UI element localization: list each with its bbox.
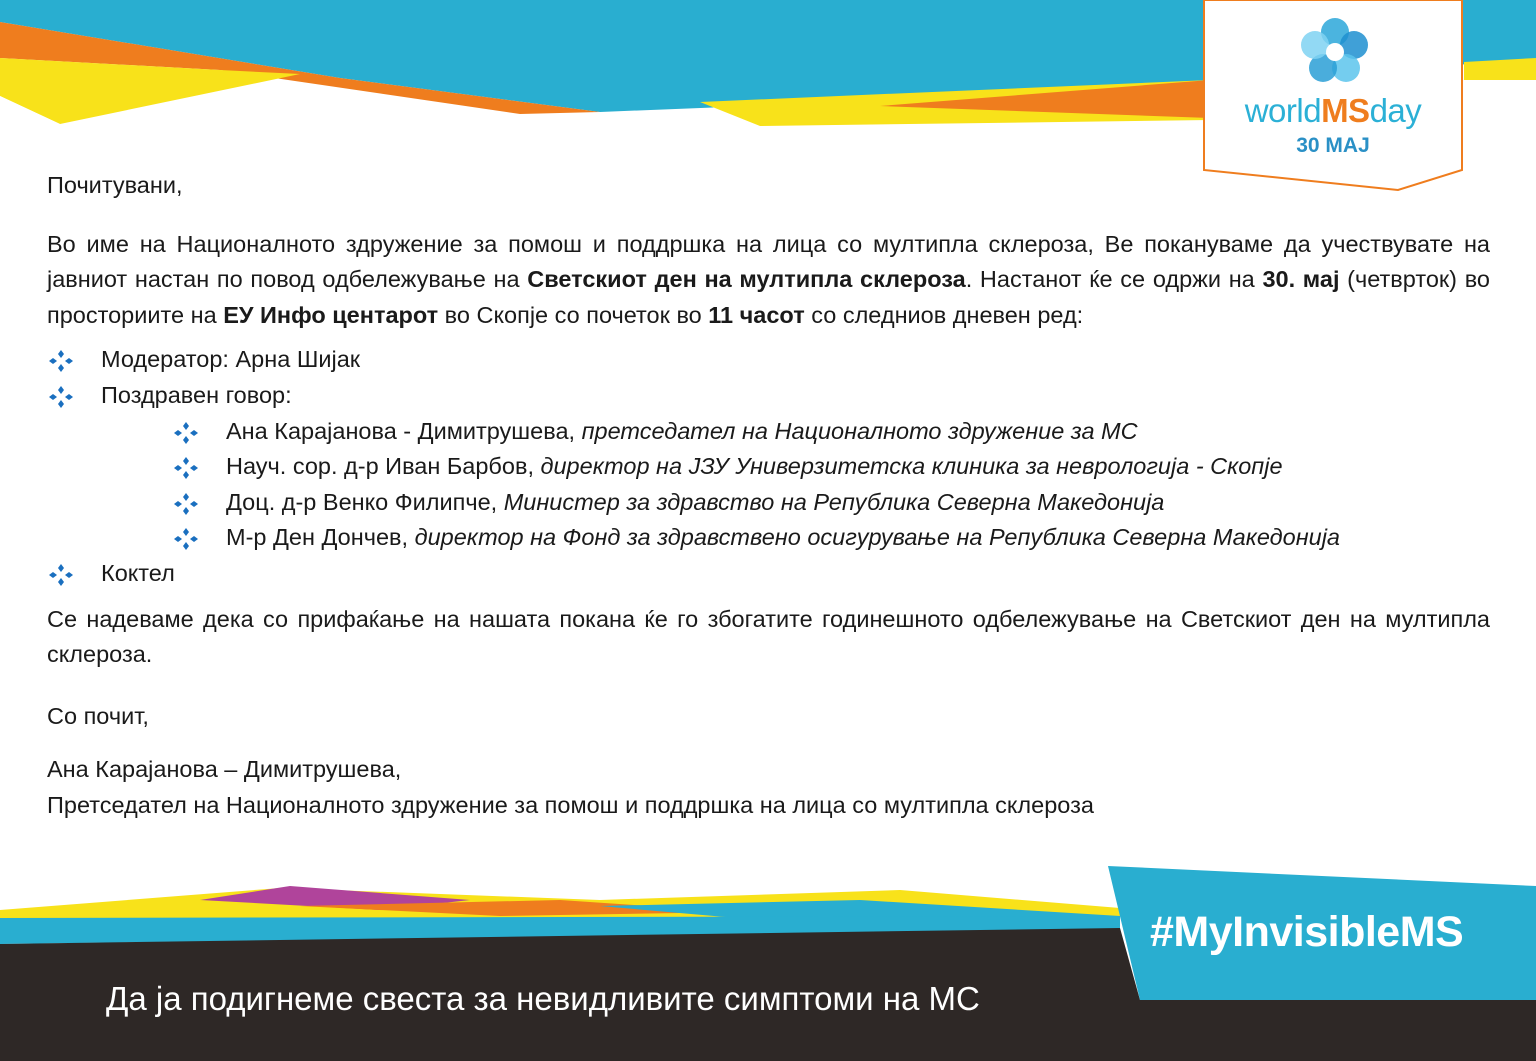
event-date: 30. мај [1262, 266, 1340, 293]
agenda-item-moderator: Модератор: Арна Шијак [47, 342, 1490, 378]
event-venue: ЕУ Инфо центарот [223, 301, 439, 328]
footer-banner [0, 860, 1536, 1061]
diamond-bullet-icon [174, 422, 198, 444]
speaker-role: претседател на Националното здружение за МС [581, 417, 1138, 444]
diamond-bullet-icon [174, 457, 198, 479]
diamond-bullet-icon [49, 350, 73, 372]
agenda-item-welcome: Поздравен говор: Ана Карајанова - Димитрушева, претседател на Националното здружение за МС Науч. сор. д-р Иван Барбов, директор на ЈЗУ Универзитетска клиника за неврологија - Скопје Доц. д-р Венко Филипче, Министер за здравство на Република Северна Македонија М-р Ден Дончев, директор на Фонд за здравствено осигурување на Република Северна Македонија [47, 378, 1490, 556]
greeting: Почитувани, [47, 172, 183, 198]
diamond-bullet-icon [49, 564, 73, 586]
speaker-list [101, 414, 1490, 556]
agenda-list [47, 342, 1490, 591]
signature-name: Ана Карајанова – Димитрушева, [47, 756, 402, 783]
speaker-name: М-р Ден Дончев, [226, 524, 415, 551]
diamond-bullet-icon [49, 386, 73, 408]
speaker-role: Министер за здравство на Република Северна Македонија [503, 488, 1165, 515]
speaker-role: директор на ЈЗУ Универзитетска клиника за неврологија - Скопје [540, 453, 1283, 480]
speaker-name: Ана Карајанова - Димитрушева, [226, 417, 582, 444]
letter-body [47, 168, 1490, 824]
speaker-name: Науч. сор. д-р Иван Барбов, [226, 453, 541, 480]
speaker-item [101, 520, 1490, 556]
event-time: 11 часот [708, 301, 805, 328]
signature-title: Претседател на Националното здружение за помош и поддршка на лица со мултипла склероза [47, 791, 1094, 818]
regards: Со почит, [47, 702, 149, 729]
speaker-role: директор на Фонд за здравствено осигурување на Република Северна Македонија [414, 524, 1341, 551]
intro-paragraph: Во име на Националното здружение за помош и поддршка на лица со мултипла склероза, Ве покануваме да учествувате на јавниот настан по повод одбележување на Светскиот ден на мултипла склероза. Настанот ќе се одржи на 30. мај (четврток) во просториите на ЕУ Инфо центарот во Скопје со почеток во 11 часот со следниов дневен ред: [47, 230, 1490, 328]
speaker-name: Доц. д-р Венко Филипче, [226, 488, 504, 515]
footer-slogan: Да ја подигнеме свеста за невидливите симптоми на МС [106, 980, 980, 1017]
world-ms-day-logo: worldMSday [1244, 92, 1422, 129]
diamond-bullet-icon [174, 493, 198, 515]
event-name: Светскиот ден на мултипла склероза [527, 266, 966, 293]
closing-paragraph: Се надеваме дека со прифаќање на нашата покана ќе го збогатите годинешното одбележување на Светскиот ден на мултипла склероза. [47, 605, 1490, 668]
diamond-bullet-icon [174, 528, 198, 550]
flower-icon [1296, 14, 1374, 86]
logo-date: 30 МАЈ [1296, 134, 1370, 157]
speaker-item [101, 414, 1490, 450]
agenda-item-cocktail: Коктел [47, 556, 1490, 592]
speaker-item [101, 485, 1490, 521]
hashtag: #MyInvisibleMS [1150, 908, 1464, 956]
speaker-item [101, 449, 1490, 485]
